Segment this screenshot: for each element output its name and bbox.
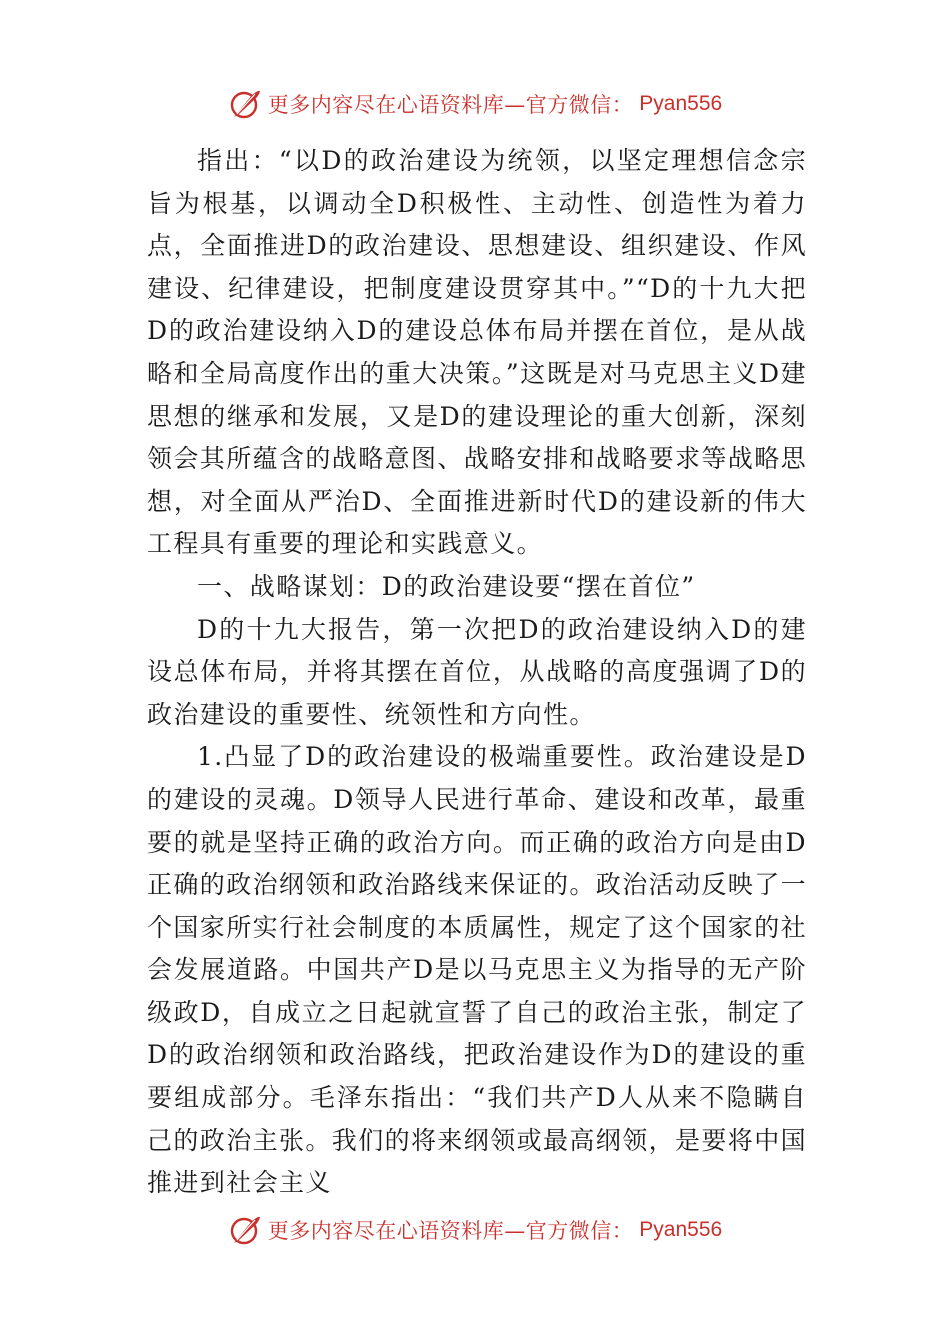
quill-logo-icon — [228, 1213, 262, 1247]
watermark-text: 更多内容尽在心语资料库—官方微信： — [267, 1219, 634, 1243]
footer-watermark — [0, 1210, 950, 1250]
document-body — [147, 140, 807, 1205]
watermark-wechat-id: Pyan556 — [639, 92, 723, 115]
header-watermark — [0, 84, 950, 124]
paragraph-point-1: 1.凸显了D的政治建设的极端重要性。政治建设是D的建设的灵魂。D领导人民进行革命、建设和改革，最重要的就是坚持正确的政治方向。而正确的政治方向是由D正确的政治纲领和政治路线来保证的。政治活动反映了一个国家所实行社会制度的本质属性，规定了这个国家的社会发展道路。中国共产D是以马克思主义为指导的无产阶级政D，自成立之日起就宣誓了自己的政治主张，制定了D的政治纲领和政治路线，把政治建设作为D的建设的重要组成部分。毛泽东指出：“我们共产D人从来不隐瞒自己的政治主张。我们的将来纲领或最高纲领，是要将中国推进到社会主义 — [147, 742, 808, 1198]
section-heading: 一、战略谋划：D的政治建设要“摆在首位” — [197, 571, 696, 601]
quill-logo-icon — [228, 87, 262, 121]
watermark-wechat-id: Pyan556 — [639, 1218, 723, 1241]
watermark-text: 更多内容尽在心语资料库—官方微信： — [267, 93, 634, 117]
paragraph-intro: 指出：“以D的政治建设为统领，以坚定理想信念宗旨为根基，以调动全D积极性、主动性、创造性为着力点，全面推进D的政治建设、思想建设、组织建设、作风建设、纪律建设，把制度建设贯穿其中。”“D的十九大把D的政治建设纳入D的建设总体布局并摆在首位，是从战略和全局高度作出的重大决策。”这既是对马克思主义D建思想的继承和发展，又是D的建设理论的重大创新，深刻领会其所蕴含的战略意图、战略安排和战略要求等战略思想，对全面从严治D、全面推进新时代D的建设新的伟大工程具有重要的理论和实践意义。 — [147, 146, 808, 559]
paragraph-report: D的十九大报告，第一次把D的政治建设纳入D的建设总体布局，并将其摆在首位，从战略的高度强调了D的政治建设的重要性、统领性和方向性。 — [147, 614, 807, 729]
